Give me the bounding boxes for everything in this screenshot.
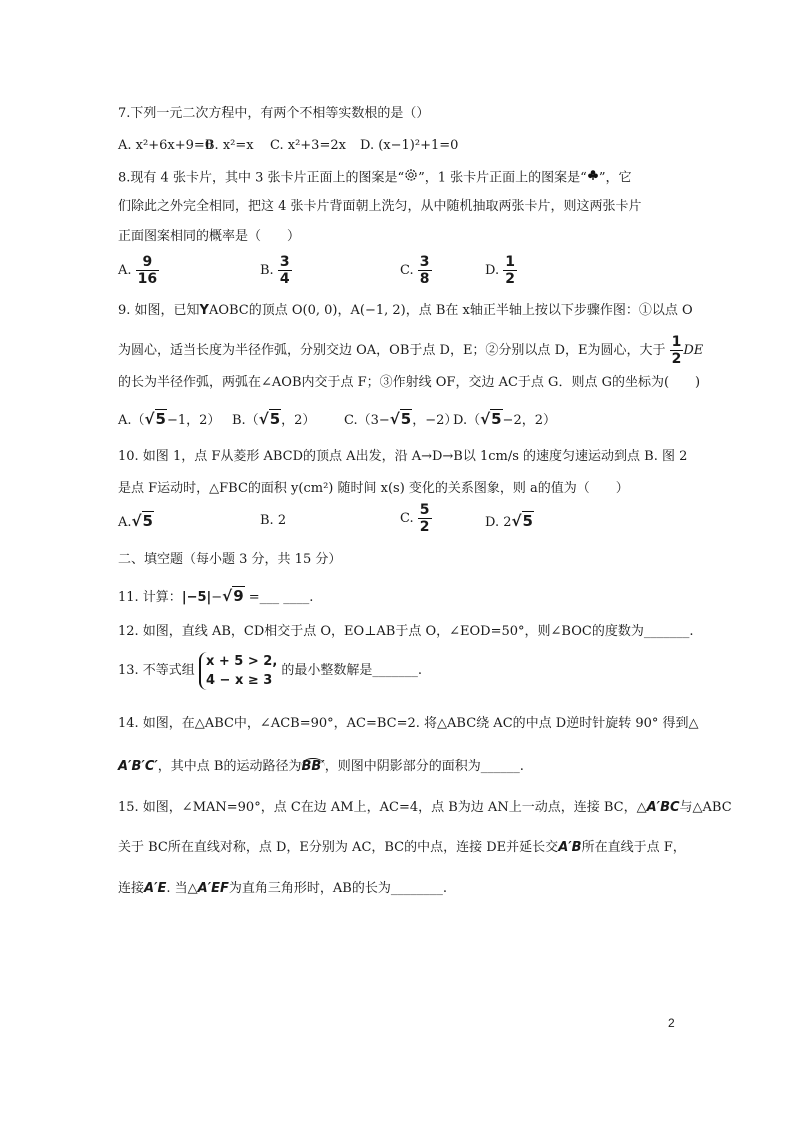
fraction: $\frac{5}{2}$ [419, 502, 430, 535]
q7-option-a: A. x²+6x+9=0 [118, 138, 214, 153]
q8-option-b: B. $\frac{3}{4}$ [260, 254, 290, 287]
q8-option-a: A. $\frac{9}{16}$ [118, 254, 158, 287]
q9-option-c: C.（3−√5，−2） [344, 410, 458, 428]
q10-option-c: C. $\frac{5}{2}$ [400, 502, 430, 535]
q9-line-2: 为圆心，适当长度为半径作弧，分别交边 OA，OB于点 D，E；②分别以点 D，E为圆心，大于 $\frac{1}{2}$ DE [118, 334, 704, 367]
q14-line-2: A′B′C′，其中点 B的运动路径为BB′，则图中阴影部分的面积为______. [118, 759, 524, 774]
gear-flower-icon [404, 168, 418, 188]
q8-text-1a: 8.现有 4 张卡片，其中 3 张卡片正面上的图案是“ [118, 170, 405, 186]
q8-text-1b: ”，1 张卡片正面上的图案是“ [418, 170, 587, 186]
q8-line-1 [118, 168, 631, 188]
q9-line-3: 的长为半径作弧，两弧在∠AOB内交于点 F；③作射线 OF，交边 AC于点 G．则点 G的坐标为( ) [118, 375, 701, 390]
q10-option-b: B. 2 [260, 513, 287, 528]
q7-option-c: C. x²+3=2x [270, 138, 346, 153]
q7-option-d: D. (x−1)²+1=0 [360, 138, 459, 153]
sqrt: √9 [222, 587, 244, 605]
fraction: $\frac{1}{2}$ [671, 334, 682, 367]
q8-line-2: 们除此之外完全相同，把这 4 张卡片背面朝上洗匀，从中随机抽取两张卡片，则这两张卡片 [118, 199, 642, 214]
q10-line-2: 是点 F运动时，△FBC的面积 y(cm²) 随时间 x(s) 变化的关系图象，则 a的值为（ ） [118, 481, 629, 496]
q14-line-1: 14. 如图，在△ABC中，∠ACB=90°，AC=BC=2. 将△ABC绕 AC的中点 D逆时针旋转 90° 得到△ [118, 716, 699, 731]
q9-option-a: A.（√5−1，2） [118, 410, 221, 428]
sqrt: √5 [144, 410, 166, 428]
fraction: $\frac{1}{2}$ [505, 254, 515, 287]
q8-line-3: 正面图案相同的概率是（ ） [118, 229, 301, 244]
q8-option-d: D. $\frac{1}{2}$ [485, 254, 515, 287]
q8-text-1c: ”，它 [598, 170, 632, 186]
q7-option-b: B. x²=x [205, 138, 254, 153]
q15-line-1: 15. 如图，∠MAN=90°，点 C在边 AM上，AC=4，点 B为边 AN上一动点，连接 BC，△A′BC与△ABC [118, 800, 732, 815]
sqrt: √5 [131, 512, 153, 530]
club-icon [587, 169, 599, 187]
q10-line-1: 10. 如图 1，点 F从菱形 ABCD的顶点 A出发，沿 A→D→B以 1cm/s 的速度匀速运动到点 B. 图 2 [118, 449, 688, 464]
fraction: $\frac{3}{8}$ [419, 254, 430, 287]
q9-line-1: 9. 如图，已知YAOBC的顶点 O(0, 0)，A(−1, 2)，点 B在 x轴正半轴上按以下步骤作图：①以点 O [118, 303, 693, 318]
parallelogram-symbol: Y [199, 303, 209, 318]
q8-option-c: C. $\frac{3}{8}$ [400, 254, 430, 287]
q15-line-3: 连接A′E. 当△A′EF为直角三角形时，AB的长为________. [118, 881, 447, 896]
sqrt: √5 [511, 512, 533, 530]
sqrt: √5 [480, 410, 502, 428]
q15-line-2: 关于 BC所在直线对称，点 D，E分别为 AC，BC的中点，连接 DE并延长交A′B所在直线于点 F， [118, 840, 686, 855]
inequality-system: x + 5 > 2, 4 − x ≥ 3 [199, 652, 277, 690]
page-number: 2 [668, 1016, 675, 1030]
q9-option-b: B.（√5，2） [232, 410, 316, 428]
q10-option-d: D. 2√5 [485, 512, 533, 530]
q13: 13. 不等式组 x + 5 > 2, 4 − x ≥ 3 的最小整数解是_______. [118, 654, 423, 688]
absolute-value: |−5| [181, 590, 212, 605]
q9-option-d: D.（√5−2，2） [453, 410, 556, 428]
q10-option-a: A.√5 [118, 512, 153, 530]
arc-symbol: BB′ [301, 759, 325, 774]
q12: 12. 如图，直线 AB，CD相交于点 O，EO⊥AB于点 O，∠EOD=50°，则∠BOC的度数为_______. [118, 624, 694, 639]
fraction: $\frac{9}{16}$ [137, 254, 158, 287]
q11: 11. 计算：|−5|−√9 =___ ____. [118, 587, 314, 605]
section-heading: 二、填空题（每小题 3 分，共 15 分） [118, 552, 342, 567]
fraction: $\frac{3}{4}$ [279, 254, 290, 287]
sqrt: √5 [389, 410, 412, 428]
q7-stem: 7.下列一元二次方程中，有两个不相等实数根的是（） [118, 106, 430, 121]
sqrt: √5 [258, 410, 281, 428]
